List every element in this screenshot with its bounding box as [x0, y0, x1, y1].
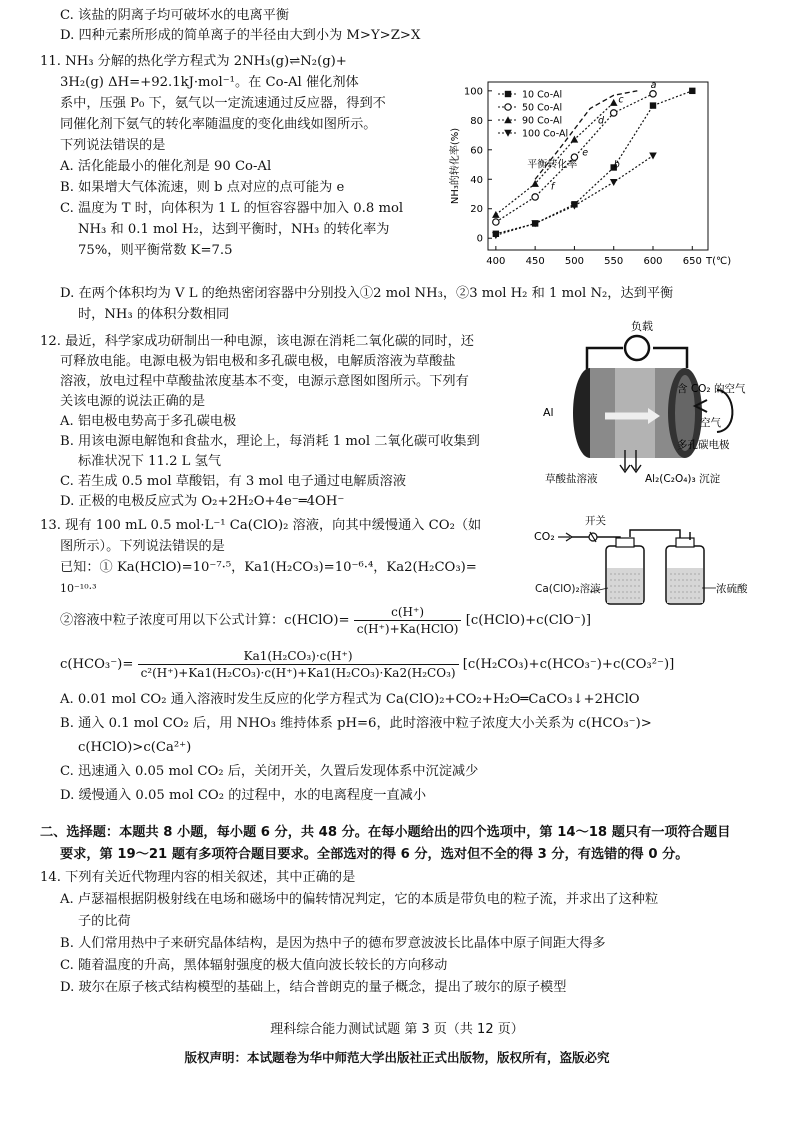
label-oxalate-solution: 草酸盐溶液	[545, 473, 598, 485]
section-2-heading-1: 二、选择题：本题共 8 小题，每小题 6 分，共 48 分。在每小题给出的四个选项中，第 14～18 题只有一项符合题目	[40, 825, 731, 840]
circle-marker	[493, 219, 499, 225]
formula-2-rhs: [c(H₂CO₃)+c(HCO₃⁻)+c(CO₃²⁻)]	[462, 657, 675, 672]
bottle-2	[666, 532, 704, 604]
plot-frame	[488, 79, 708, 250]
q12-stem-1: 12. 最近，科学家成功研制出一种电源，该电源在消耗二氧化碳的同时，还	[40, 334, 474, 349]
q13-formula-2	[60, 648, 674, 681]
triangle-down-marker	[649, 152, 657, 159]
y-tick-label: 80	[470, 115, 483, 127]
y-tick-label: 20	[470, 204, 483, 216]
square-marker	[689, 88, 695, 94]
chart-annotation: c	[618, 94, 624, 106]
q13-option-d: D. 缓慢通入 0.05 mol CO₂ 的过程中，水的电离程度一直减小	[60, 788, 427, 803]
chart-annotation: b	[613, 159, 620, 171]
q13-known-2: 10⁻¹⁰·³	[60, 582, 97, 595]
q11-option-d-2: 时，NH₃ 的体积分数相同	[78, 307, 230, 322]
formula-1-rhs: [c(HClO)+c(ClO⁻)]	[465, 613, 592, 628]
label-load: 负载	[631, 320, 653, 333]
battery-diagram	[535, 320, 775, 490]
legend-label: 10 Co-Al	[522, 89, 563, 101]
label-co2-inlet: CO₂	[534, 530, 555, 543]
section-2-heading-2: 要求，第 19～21 题有多项符合题目要求。全部选对的得 6 分，选对但不全的得 3 分，有选错的得 0 分。	[60, 847, 689, 862]
q12-option-b-2: 标准状况下 11.2 L 氢气	[78, 454, 222, 469]
formula-2-denominator: c²(H⁺)+Ka1(H₂CO₃)·c(H⁺)+Ka1(H₂CO₃)·Ka2(H₂CO₃)	[140, 666, 456, 680]
chart-annotation: d	[598, 115, 605, 127]
q12-option-d: D. 正极的电极反应式为 O₂+2H₂O+4e⁻═4OH⁻	[60, 494, 345, 509]
q11-option-d-1: D. 在两个体积均为 V L 的绝热密闭容器中分别投入①2 mol NH₃，②3 mol H₂ 和 1 mol N₂，达到平衡	[60, 286, 674, 301]
q12-option-c: C. 若生成 0.5 mol 草酸铝，有 3 mol 电子通过电解质溶液	[60, 474, 407, 489]
q13-stem-1: 13. 现有 100 mL 0.5 mol·L⁻¹ Ca(ClO)₂ 溶液，向其中缓慢通入 CO₂（如	[40, 518, 482, 533]
x-tick-label: 450	[525, 256, 545, 267]
q13-formula-1	[60, 604, 591, 637]
q12-stem-2: 可释放电能。电源电极为铝电极和多孔碳电极，电解质溶液为草酸盐	[60, 354, 456, 369]
q13-option-c: C. 迅速通入 0.05 mol CO₂ 后，关闭开关，久置后发现体系中沉淀减少	[60, 764, 479, 779]
q13-known-1: 已知：① Ka(HClO)=10⁻⁷·⁵，Ka1(H₂CO₃)=10⁻⁶·⁴，Ka2(H₂CO₃)=	[60, 560, 477, 575]
chart-annotation: 平衡转化率	[527, 159, 578, 171]
legend-label: 90 Co-Al	[522, 115, 563, 127]
legend-label: 50 Co-Al	[522, 102, 563, 114]
q11-option-c-2: NH₃ 和 0.1 mol H₂，达到平衡时，NH₃ 的转化率为	[78, 222, 390, 237]
q14-option-b: B. 人们常用热中子来研究晶体结构，是因为热中子的德布罗意波波长比晶体中原子间距大得多	[60, 936, 606, 951]
q11-stem-1: 11. NH₃ 分解的热化学方程式为 2NH₃(g)⇌N₂(g)+	[40, 54, 347, 69]
square-marker	[505, 91, 511, 97]
circle-marker	[611, 110, 617, 116]
q11-stem-5: 下列说法错误的是	[60, 138, 166, 153]
q11-option-c-1: C. 温度为 T 时，向体积为 1 L 的恒容容器中加入 0.8 mol	[60, 201, 404, 216]
q14-option-c: C. 随着温度的升高，黑体辐射强度的极大值向波长较长的方向移动	[60, 958, 448, 973]
x-tick-label: 400	[486, 256, 506, 267]
q13-option-a: A. 0.01 mol CO₂ 通入溶液时发生反应的化学方程式为 Ca(ClO)₂+CO₂+H₂O═CaCO₃↓+2HClO	[60, 692, 640, 707]
q12-stem-4: 关该电源的说法正确的是	[60, 394, 206, 409]
q12-option-a: A. 铝电极电势高于多孔碳电极	[60, 414, 237, 429]
square-marker	[650, 102, 656, 108]
label-sulfuric-acid: 浓硫酸	[716, 583, 748, 595]
triangle-up-marker	[610, 99, 618, 106]
q11-option-a: A. 活化能最小的催化剂是 90 Co-Al	[60, 159, 272, 174]
y-tick-label: 60	[470, 145, 483, 157]
q12-stem-3: 溶液，放电过程中草酸盐浓度基本不变，电源示意图如图所示。下列有	[60, 374, 469, 389]
conversion-chart	[430, 74, 732, 284]
label-switch: 开关	[585, 515, 606, 527]
page-footer: 理科综合能力测试试题 第 3 页（共 12 页）	[270, 1022, 524, 1037]
formula-1-lhs: ②溶液中粒子浓度可用以下公式计算：c(HClO)=	[60, 613, 350, 628]
x-tick-label: 600	[643, 256, 663, 267]
y-axis-label: NH₃的转化率(%)	[450, 127, 461, 205]
formula-2-numerator: Ka1(H₂CO₃)·c(H⁺)	[138, 648, 459, 665]
q13-stem-2: 图所示）。下列说法错误的是	[60, 539, 225, 554]
chart-annotation: e	[582, 147, 589, 159]
formula-2-lhs: c(HCO₃⁻)=	[60, 657, 134, 672]
q14-option-a-2: 子的比荷	[78, 914, 131, 929]
label-caclo2-solution: Ca(ClO)₂溶液	[535, 583, 601, 595]
chart-annotation: a	[650, 79, 657, 91]
label-precipitate: Al₂(C₂O₄)₃ 沉淀	[645, 473, 721, 485]
circle-marker	[532, 194, 538, 200]
bottle-1	[606, 538, 644, 604]
q13-option-b-2: c(HClO)>c(Ca²⁺)	[78, 740, 192, 755]
chart-annotation: f	[550, 181, 555, 193]
copyright-notice: 版权声明：本试题卷为华中师范大学出版社正式出版物，版权所有，盗版必究	[184, 1050, 610, 1065]
x-axis-label: T(℃)	[706, 256, 732, 267]
q11-stem-3: 系中，压强 P₀ 下，氨气以一定流速通过反应器，得到不	[60, 96, 386, 111]
valve-icon	[589, 532, 597, 542]
circle-marker	[505, 104, 511, 110]
triangle-down-marker	[610, 179, 618, 186]
q11-option-c-3: 75%，则平衡常数 K=7.5	[78, 243, 233, 258]
q11-option-b: B. 如果增大气体流速，则 b 点对应的点可能为 e	[60, 180, 345, 195]
x-tick-label: 550	[604, 256, 624, 267]
external-circuit	[587, 336, 687, 372]
label-air: 空气	[700, 417, 721, 429]
y-tick-label: 40	[470, 174, 483, 186]
legend-label: 100 Co-Al	[522, 128, 569, 140]
q12-option-b-1: B. 用该电源电解饱和食盐水，理论上，每消耗 1 mol 二氧化碳可收集到	[60, 434, 480, 449]
formula-1-denominator: c(H⁺)+Ka(HClO)	[356, 622, 459, 636]
circle-marker	[650, 91, 656, 97]
x-tick-label: 500	[564, 256, 584, 267]
q11-stem-2: 3H₂(g) ΔH=+92.1kJ·mol⁻¹。在 Co-Al 催化剂体	[60, 75, 359, 90]
y-tick-label: 100	[463, 86, 483, 98]
triangle-up-marker	[492, 211, 500, 218]
q13-option-b-1: B. 通入 0.1 mol CO₂ 后，用 NHO₃ 维持体系 pH=6，此时溶液中粒子浓度大小关系为 c(HCO₃⁻)>	[60, 716, 652, 731]
x-tick-label: 650	[682, 256, 702, 267]
label-al-electrode: Al	[543, 406, 554, 419]
y-tick-label: 0	[476, 233, 483, 245]
q14-stem: 14. 下列有关近代物理内容的相关叙述，其中正确的是	[40, 870, 356, 885]
load-icon	[625, 336, 649, 360]
q10-option-c: C. 该盐的阴离子均可破坏水的电离平衡	[60, 8, 290, 23]
q10-option-d: D. 四种元素所形成的简单离子的半径由大到小为 M>Y>Z>X	[60, 28, 421, 43]
label-co2-air: 含 CO₂ 的空气	[677, 383, 746, 395]
q14-option-a-1: A. 卢瑟福根据阴极射线在电场和磁场中的偏转情况判定，它的本质是带负电的粒子流，并求出了这种粒	[60, 892, 659, 907]
q11-stem-4: 同催化剂下氨气的转化率随温度的变化曲线如图所示。	[60, 117, 377, 132]
formula-1-numerator: c(H⁺)	[354, 604, 462, 621]
formula-1-fraction	[354, 604, 462, 637]
q14-option-d: D. 玻尔在原子核式结构模型的基础上，结合普朗克的量子概念，提出了玻尔的原子模型	[60, 980, 567, 995]
formula-2-fraction	[138, 648, 459, 681]
label-porous-carbon: 多孔碳电极	[677, 439, 730, 451]
